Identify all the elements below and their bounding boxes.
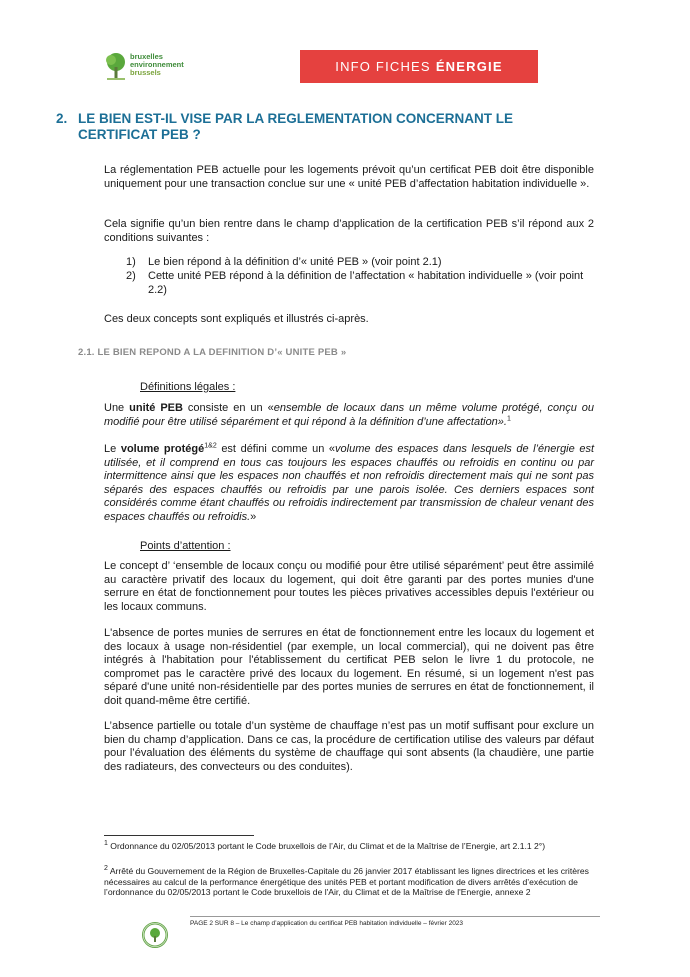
def2-term: volume protégé xyxy=(120,443,205,455)
definition-unite-peb xyxy=(104,402,594,429)
def2-quote: volume des espaces dans lesquels de l’énergie est utilisée, et il comprend en tous cas toujours les espaces chauffés ou refroidis en continu ou par intermittence ainsi que les espaces non chauffés et non refroidis directement mais qui ne sont pas séparés des espaces chauffés ou refroidis par une parois isolée. Ces derniers espaces sont considérés comme étant chauffés ou refroidis indirectement par transmission de chaleur venant des espaces chauffés ou refroidis. xyxy=(104,443,595,523)
footnote-text: Arrêté du Gouvernement de la Région de Bruxelles-Capitale du 26 janvier 2017 établissant les lignes directrices et les critères nécessaires au calcul de la performance énergétique des unités PEB et portant modification de divers arrêtés d’exécution de l’ordonnance du 02/05/2013 portant le Code bruxellois de l'Air, du Climat et de la Maîtrise de l'Energie, annexe 2 xyxy=(104,866,589,897)
def2-close: » xyxy=(250,510,257,523)
logo-wordmark xyxy=(130,53,184,77)
section-title: LE BIEN EST-IL VISE PAR LA REGLEMENTATION CONCERNANT LE CERTIFICAT PEB ? xyxy=(78,111,514,142)
logo-line-2: environnement xyxy=(130,60,184,69)
def2-text-c: est défini comme un « xyxy=(216,443,336,455)
footnote-ref-1: 1 xyxy=(506,414,511,422)
list-number: 2) xyxy=(126,270,136,282)
brand-logo xyxy=(104,50,196,84)
list-text: Le bien répond à la définition d’« unité PEB » (voir point 2.1) xyxy=(148,256,442,268)
paragraph-concepts: Ces deux concepts sont expliqués et illustrés ci-après. xyxy=(104,313,369,325)
paragraph-conditions: Cela signifie qu’un bien rentre dans le champ d’application de la certification PEB s’il répond aux 2 conditions suivantes : xyxy=(104,218,594,244)
list-text: Cette unité PEB répond à la définition de l’affectation « habitation individuelle » (voir point 2.2) xyxy=(148,270,584,296)
def1-quote: ensemble de locaux dans un même volume protégé, conçu ou modifié pour être utilisé séparément et qui répond à la définition d’une affectation». xyxy=(104,402,594,428)
band-bold-text: ÉNERGIE xyxy=(435,59,503,74)
definitions-heading: Définitions légales : xyxy=(140,381,236,393)
footnote-divider xyxy=(104,835,254,836)
logo-line-1: bruxelles xyxy=(130,52,163,61)
attention-paragraph-3: L’absence partielle ou totale d’un système de chauffage n’est pas un motif suffisant pour exclure un bien du champ d’application. Dans ce cas, la procédure de certification utilise des valeurs par défaut pour l’évaluation des éléments du système de chauffage qui sont absents (la chaudière, une partie des radiateurs, des convecteurs ou des conduites). xyxy=(104,720,594,773)
section-number: 2. xyxy=(56,111,68,126)
attention-heading: Points d’attention : xyxy=(140,540,231,552)
subsection-title: 2.1. LE BIEN REPOND A LA DEFINITION D’« UNITE PEB » xyxy=(78,347,347,358)
footnote-text: Ordonnance du 02/05/2013 portant le Code bruxellois de l’Air, du Climat et de la Maîtrise de l’Energie, art 2.1.1 2°) xyxy=(107,841,546,851)
footnote-1 xyxy=(104,841,598,852)
list-number: 1) xyxy=(126,256,136,268)
footnote-number: 2 xyxy=(104,865,108,873)
footer-text: PAGE 2 SUR 8 – Le champ d’application du certificat PEB habitation individuelle – février 2023 xyxy=(190,920,464,927)
logo-line-3: brussels xyxy=(130,68,161,77)
def1-term: unité PEB xyxy=(129,402,183,414)
footnote-number: 1 xyxy=(104,840,108,848)
header-band xyxy=(300,50,538,83)
def2-text-a: Le xyxy=(104,443,121,455)
footnote-ref-1-2: 1&2 xyxy=(204,442,217,450)
def1-text-a: Une xyxy=(104,402,130,414)
footer-tree-icon xyxy=(142,922,168,948)
definition-volume-protege xyxy=(104,443,594,524)
attention-paragraph-1: Le concept d’ ‘ensemble de locaux conçu ou modifié pour être utilisé séparément’ peut être assimilé au caractère privatif des locaux du logement, qui doit être garanti par des portes munies d'une serrure en état de fonctionnement pour toutes les pièces privatives accessibles depuis l'extérieur ou les locaux communs. xyxy=(104,560,594,613)
attention-paragraph-2: L'absence de portes munies de serrures en état de fonctionnement entre les locaux du logement et des locaux à usage non-résidentiel (par exemple, un local commercial), qui ne doivent pas être intégrés à l'habitation pour l'établissement du certificat PEB selon le livre 1 du protocole, ne compromet pas le caractère privé des locaux du logement. En résumé, si un logement n'est pas séparé d'une unité non-résidentielle par des portes munies de serrures en état de fonctionnement, il doit quand-même être certifié. xyxy=(104,627,594,707)
tree-logo-icon xyxy=(104,52,128,82)
footer-divider xyxy=(190,916,600,917)
footnote-2 xyxy=(104,866,598,898)
paragraph-regulation: La réglementation PEB actuelle pour les logements prévoit qu’un certificat PEB doit être disponible uniquement pour une transaction conclue sur une « unité PEB d’affectation habitation individuelle ». xyxy=(104,164,594,190)
def1-text-c: consiste en un « xyxy=(182,402,274,414)
band-text: INFO FICHES xyxy=(335,59,431,74)
